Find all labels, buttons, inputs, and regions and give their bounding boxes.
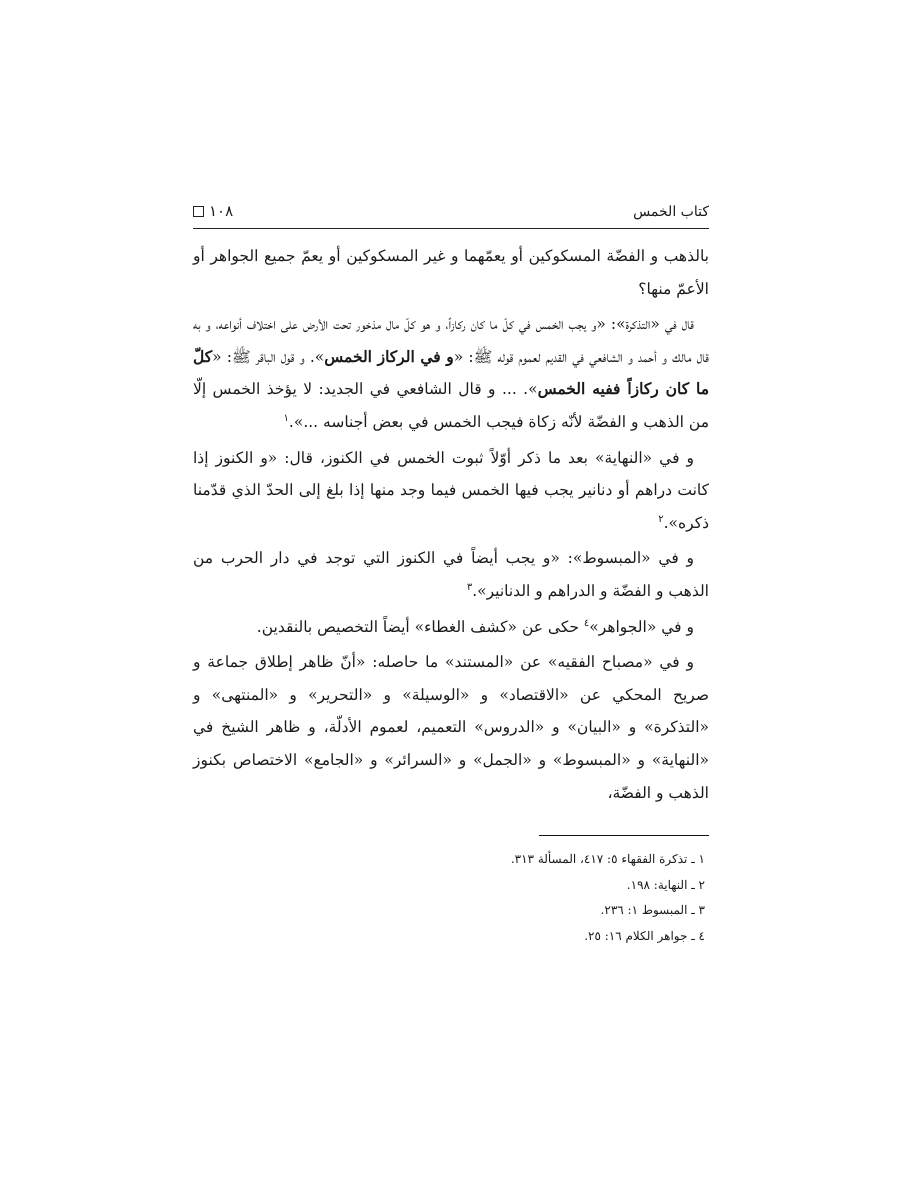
paragraph-6: و في «مصباح الفقيه» عن «المستند» ما حاصله: «أنّ ظاهر إطلاق جماعة و صريح المحكي عن «الاقتصاد» و «الوسيلة» و «التحرير» و «المنتهى» و «التذكرة» و «البيان» و «الدروس» التعميم، لعموم الأدلّة، و ظاهر الشيخ في «النهاية» و «المبسوط» و «الجمل» و «السرائر» و «الجامع» الاختصاص بكنوز الذهب و الفضّة، xyxy=(193,653,709,802)
paragraph-3 xyxy=(193,442,709,540)
text-span: ». ... و قال الشافعي في الجديد: لا يؤخذ الخمس إلّا من الذهب و الفضّة لأنّه زكاة فيجب الخمس في بعض أجناسه ...». xyxy=(193,380,709,431)
footnote-2: ٢ ـ النهاية: ١٩٨. xyxy=(626,877,705,892)
footnote-ref: ٤ xyxy=(583,617,590,629)
footnote-3: ٣ ـ المبسوط ١: ٢٣٦. xyxy=(600,903,705,918)
footnote-4: ٤ ـ جواهر الكلام ١٦: ٢٥. xyxy=(584,928,705,943)
text-span: ». و قول الباقر ﷺ: « xyxy=(212,347,325,366)
footnote-1: ١ ـ تذكرة الفقهاء ٥: ٤١٧، المسألة ٣١٣. xyxy=(510,852,705,867)
text-span: و في «النهاية» بعد ما ذكر أوّلاً ثبوت الخمس في الكنوز، قال: «و الكنوز إذا كانت دراهم أو دنانير يجب فيها الخمس فيما وجد منها إذا بلغ إلى الحدّ الذي قدّمنا ذكره». xyxy=(193,448,709,532)
paragraph-1: بالذهب و الفضّة المسكوكين أو يعمّهما و غير المسكوكين أو يعمّ جميع الجواهر أو الأعمّ منها؟ xyxy=(193,247,709,298)
paragraph-2 xyxy=(193,308,709,438)
paragraph-4 xyxy=(193,542,709,607)
page-header xyxy=(193,198,709,229)
bold-quote: و في الركاز الخمس xyxy=(324,346,454,366)
square-icon xyxy=(193,206,204,217)
bold-quote: كلّ ما كان ركازاً ففيه الخمس xyxy=(193,346,710,399)
page-body xyxy=(193,240,709,809)
footnote-ref: ١ xyxy=(283,412,289,424)
text-span: و في «الجواهر» xyxy=(589,617,694,636)
paragraph-5 xyxy=(193,611,709,644)
footnotes xyxy=(193,847,709,949)
footnote-ref: ٢ xyxy=(658,513,664,525)
footnote-ref: ٣ xyxy=(466,581,473,593)
text-span: حكى عن «كشف الغطاء» أيضاً التخصيص بالنقدين. xyxy=(256,617,584,636)
page-title: كتاب الخمس xyxy=(633,204,709,220)
text-span: قال في «التذكرة»: «و يجب الخمس في كلّ ما كان ركازاً، و هو كلّ مال مذخور تحت الأرض على اختلاف أنواعه، و به قال مالك و أحمد و الشافعي في القديم لعموم قوله ﷺ: « xyxy=(193,315,709,366)
text-span: و في «المبسوط»: «و يجب أيضاً في الكنوز التي توجد في دار الحرب من الذهب و الفضّة و الدراهم و الدنانير». xyxy=(193,549,709,600)
footnote-separator xyxy=(539,835,709,836)
book-page xyxy=(193,198,709,949)
page-number-block xyxy=(193,202,233,220)
page-number: ١٠٨ xyxy=(209,202,234,220)
